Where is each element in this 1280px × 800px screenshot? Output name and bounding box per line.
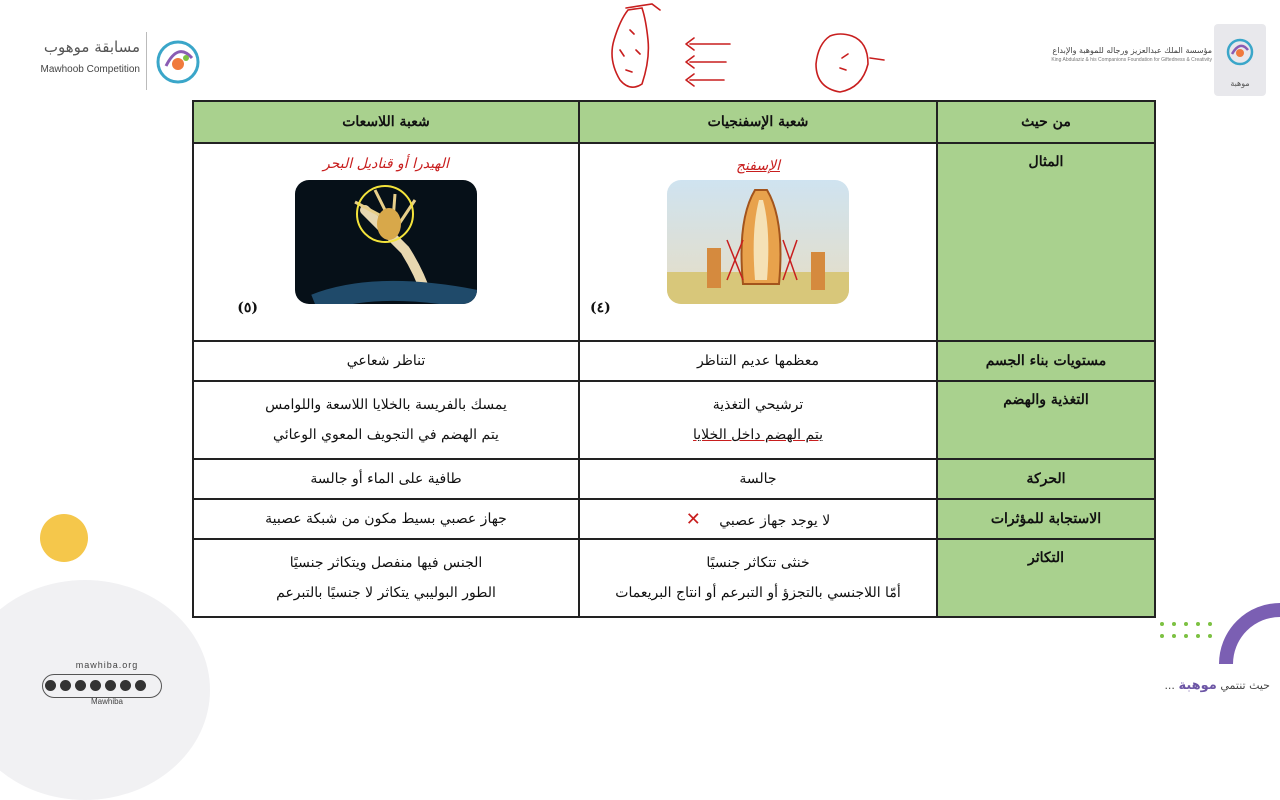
hydra-image bbox=[295, 180, 477, 304]
cnidaria-reproduction-line-2: الطور البوليبي يتكاثر لا جنسيًا بالتبرعم bbox=[276, 585, 496, 601]
cnidaria-nutrition-line-2: يتم الهضم في التجويف المعوي الوعائي bbox=[273, 427, 499, 443]
table-row bbox=[193, 539, 1155, 617]
red-x-mark-icon: ✕ bbox=[685, 508, 701, 530]
foundation-logo-text bbox=[1030, 46, 1212, 63]
slogan-brand: موهبة bbox=[1178, 678, 1217, 693]
row-label-movement: الحركة bbox=[937, 459, 1155, 499]
cnidaria-nutrition-line-1: يمسك بالفريسة بالخلايا اللاسعة واللوامس bbox=[265, 397, 507, 413]
sponge-illustration-icon bbox=[667, 180, 849, 304]
decorative-yellow-circle bbox=[40, 514, 88, 562]
brand-name: Mawhiba bbox=[90, 697, 123, 706]
mawhoob-logo-icon bbox=[152, 36, 204, 88]
sponge-figure-number: (٤) bbox=[590, 300, 611, 316]
cnidaria-response: جهاز عصبي بسيط مكون من شبكة عصبية bbox=[193, 499, 579, 539]
table-row bbox=[193, 381, 1155, 459]
hand-drawn-sketch bbox=[590, 0, 900, 104]
website-label: mawhiba.org bbox=[75, 660, 139, 670]
mawhiba-badge bbox=[1214, 24, 1266, 96]
row-label-example: المثال bbox=[937, 143, 1155, 341]
hydra-illustration-icon bbox=[295, 180, 477, 304]
twitter-icon[interactable] bbox=[120, 680, 131, 691]
foundation-name-en: King Abdulaziz & his Companions Foundation for Giftedness & Creativity bbox=[1051, 57, 1212, 63]
linkedin-icon[interactable] bbox=[45, 680, 56, 691]
sponge-annotation: الإسفنج bbox=[736, 158, 780, 174]
mawhiba-logo-icon bbox=[1224, 36, 1256, 68]
logo-divider bbox=[146, 32, 147, 90]
sponge-response-cell bbox=[579, 499, 937, 539]
row-label-response: الاستجابة للمؤثرات bbox=[937, 499, 1155, 539]
sponge-image bbox=[667, 180, 849, 304]
sponge-nutrition-line-2: يتم الهضم داخل الخلايا bbox=[693, 427, 823, 443]
table-row bbox=[193, 459, 1155, 499]
sponge-nutrition-line-1: ترشيحي التغذية bbox=[712, 397, 804, 413]
mawhoob-competition-logo bbox=[40, 30, 210, 92]
comparison-table bbox=[192, 100, 1156, 618]
row-label-reproduction: التكاثر bbox=[937, 539, 1155, 617]
facebook-icon[interactable] bbox=[135, 680, 146, 691]
sponge-reproduction-line-2: أمّا اللاجنسي بالتجزؤ أو التبرعم أو انتاج البريعمات bbox=[615, 585, 901, 601]
sponge-movement: جالسة bbox=[579, 459, 937, 499]
header-aspect: من حيث bbox=[937, 101, 1155, 143]
row-label-nutrition: التغذية والهضم bbox=[937, 381, 1155, 459]
table-row bbox=[193, 499, 1155, 539]
table-row bbox=[193, 341, 1155, 381]
social-icons-bar bbox=[42, 674, 162, 698]
sponge-response: لا يوجد جهاز عصبي bbox=[719, 512, 831, 529]
cnidaria-annotation: الهيدرا أو قناديل البحر bbox=[323, 156, 449, 172]
youtube-icon[interactable] bbox=[60, 680, 71, 691]
slogan-rest: ... حيث تنتمي bbox=[1164, 679, 1270, 692]
instagram-icon[interactable] bbox=[75, 680, 86, 691]
snapchat-icon[interactable] bbox=[90, 680, 101, 691]
x-icon[interactable] bbox=[105, 680, 116, 691]
foundation-name-ar: مؤسسة الملك عبدالعزيز ورجاله للموهبة والإبداع bbox=[1052, 46, 1212, 55]
cnidaria-reproduction-line-1: الجنس فيها منفصل ويتكاثر جنسيًا bbox=[289, 555, 483, 571]
sponge-reproduction bbox=[579, 539, 937, 617]
header-cnidaria: شعبة اللاسعات bbox=[193, 101, 579, 143]
row-label-body-levels: مستويات بناء الجسم bbox=[937, 341, 1155, 381]
badge-label: موهبة bbox=[1230, 79, 1250, 88]
cnidaria-nutrition bbox=[193, 381, 579, 459]
decorative-dots bbox=[1158, 620, 1218, 640]
decorative-purple-arc bbox=[1210, 588, 1280, 668]
footer-slogan bbox=[1120, 678, 1270, 693]
logo-title-ar: مسابقة موهوب bbox=[43, 38, 140, 56]
cnidaria-example-cell bbox=[193, 143, 579, 341]
cnidaria-reproduction bbox=[193, 539, 579, 617]
table-header-row bbox=[193, 101, 1155, 143]
header-sponges: شعبة الإسفنجيات bbox=[579, 101, 937, 143]
sponge-nutrition bbox=[579, 381, 937, 459]
cnidaria-body-levels: تناظر شعاعي bbox=[193, 341, 579, 381]
table-row bbox=[193, 143, 1155, 341]
logo-title-en: Mawhoob Competition bbox=[40, 64, 140, 75]
cnidaria-movement: طافية على الماء أو جالسة bbox=[193, 459, 579, 499]
sponge-body-levels: معظمها عديم التناظر bbox=[579, 341, 937, 381]
sponge-reproduction-line-1: خنثى تتكاثر جنسيًا bbox=[706, 555, 810, 571]
hydra-figure-number: (٥) bbox=[237, 300, 258, 316]
sponge-example-cell bbox=[579, 143, 937, 341]
